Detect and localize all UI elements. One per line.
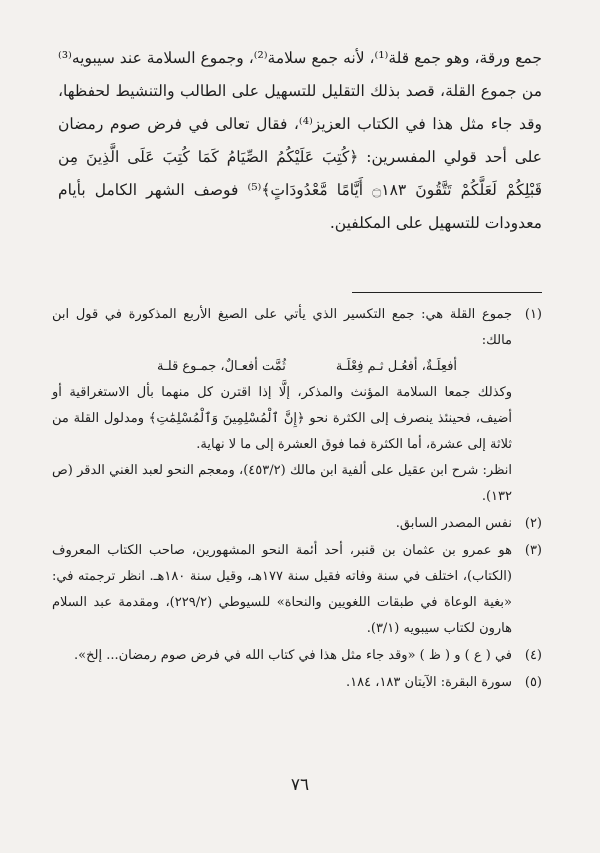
footnote-5	[52, 670, 542, 696]
footnote-text: سورة البقرة: الآيتان ١٨٣، ١٨٤.	[346, 675, 512, 690]
footnote-text: في ( ع ) و ( ظ ) «وقد جاء مثل هذا في كتاب الله في فرض صوم رمضان... إلخ».	[74, 648, 512, 663]
page-number: ٧٦	[290, 775, 310, 795]
footnote-reference: انظر: شرح ابن عقيل على ألفية ابن مالك (٤٥٣/٢)، ومعجم النحو لعبد الغني الدقر (ص ١٣٢).	[52, 463, 512, 504]
footnote-number: (٣)	[524, 543, 542, 558]
main-paragraph: جمع ورقة، وهو جمع قلة⁽¹⁾، لأنه جمع سلامة⁽²⁾، وجموع السلامة عند سيبويه⁽³⁾ من جموع القلة، قصد بذلك التقليل للتسهيل على الطالب والتنشيط لحفظها، وقد جاء مثل هذا في الكتاب العزيز⁽⁴⁾، فقال تعالى في فرض صوم رمضان على أحد قولي المفسرين: ﴿كُتِبَ عَلَيْكُمُ الصِّيَامُ كَمَا كُتِبَ عَلَى الَّذِينَ مِن قَبْلِكُمْ لَعَلَّكُمْ تَتَّقُونَ ۝١٨٣ أَيَّامًا مَّعْدُودَاتٍ﴾⁽⁵⁾ فوصف الشهر الكامل بأيام معدودات للتسهيل على المكلفين.	[58, 49, 542, 232]
verse-first-hemistich: أفعِلَـةٌ، أفعُـل ثـم فِعْلَـة	[335, 359, 458, 374]
footnote-text: هو عمرو بن عثمان بن قنبر، أحد أئمة النحو المشهورين، صاحب الكتاب المعروف (الكتاب)، اختلف في سنة وفاته فقيل سنة ١٧٧هـ، وقيل سنة ١٨٠هـ. انظر ترجمته في: «بغية الوعاة في طبقات اللغويين والنحاة» للسيوطي (٢٢٩/٢)، ومقدمة عبد السلام هارون لكتاب سيبويه (٣/١).	[52, 543, 512, 636]
footnote-3	[52, 538, 542, 642]
verse-second-hemistich: ثُمَّت أفعـالٌ، جمـوع قلـة	[156, 359, 286, 374]
footnote-text: جموع القلة هي: جمع التكسير الذي يأتي على الصيغ الأربع المذكورة في قول ابن مالك:	[52, 307, 512, 348]
footnote-number: (٤)	[524, 648, 542, 663]
footnote-number: (٢)	[524, 516, 542, 531]
footnote-number: (٥)	[524, 675, 542, 690]
footnote-number: (١)	[524, 307, 542, 322]
footnote-separator	[352, 292, 542, 293]
footnote-2	[52, 511, 542, 537]
footnote-text: وكذلك جمعا السلامة المؤنث والمذكر، إلَّا إذا اقترن كل منهما بأل الاستغراقية أو أضيف، فحينئذ ينصرف إلى الكثرة نحو ﴿إِنَّ ٱلْمُسْلِمِينَ وَٱلْمُسْلِمَٰتِ﴾ ومدلول القلة من ثلاثة إلى عشرة، أما الكثرة فما فوق العشرة إلى ما لا نهاية.	[52, 385, 512, 452]
poem-verse	[52, 354, 512, 380]
footnotes	[52, 302, 542, 697]
footnote-text: نفس المصدر السابق.	[395, 516, 512, 531]
footnote-1	[52, 302, 542, 510]
main-text	[58, 42, 542, 240]
footnote-4	[52, 643, 542, 669]
